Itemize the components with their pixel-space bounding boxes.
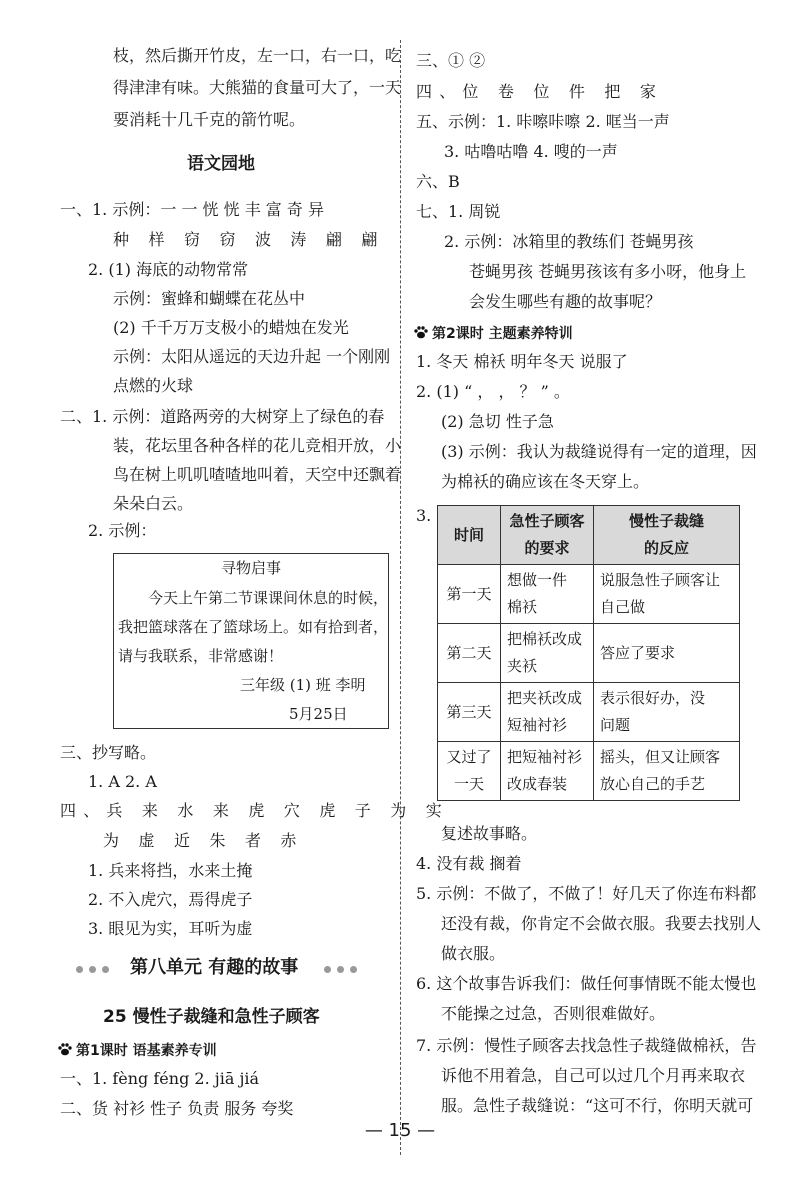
answer-line: 会发生哪些有趣的故事呢？	[469, 292, 662, 311]
answer-line: 5. 示例：不做了，不做了！好几天了你连布料都	[416, 884, 757, 903]
answer-line: 七、1. 周锐	[416, 202, 501, 221]
table-cell: 把棉袄改成 夹袄	[501, 624, 594, 683]
answer-line: 示例：太阳从遥远的天边升起 一个刚刚	[113, 347, 391, 366]
answer-line: 2. 示例：	[88, 521, 157, 540]
table-header-cell: 慢性子裁缝 的反应	[594, 506, 740, 565]
unit-title: 第八单元 有趣的故事	[130, 957, 299, 978]
answer-line: 朵朵白云。	[113, 494, 194, 513]
answer-line: 3.	[416, 506, 432, 525]
answer-line: 做衣服。	[441, 944, 506, 963]
answer-line: 一、1. 示例：一 一 恍 恍 丰 富 奇 异	[60, 200, 324, 219]
answer-line: 六、B	[416, 172, 460, 191]
answer-line: 4. 没有裁 搁着	[416, 854, 522, 873]
answer-line: 为棉袄的确应该在冬天穿上。	[441, 472, 650, 491]
notice-title: 寻物启事	[221, 559, 282, 577]
answer-line: 2. 示例：冰箱里的教练们 苍蝇男孩	[444, 232, 694, 251]
notice-body: 今天上午第二节课课间休息的时候，	[148, 589, 389, 607]
table-row	[438, 742, 740, 801]
answer-line: 三、① ②	[416, 51, 486, 70]
table-cell: 想做一件 棉袄	[501, 565, 594, 624]
notice-signature: 三年级 (1) 班 李明	[240, 676, 366, 694]
table-cell: 说服急性子顾客让 自己做	[594, 565, 740, 624]
notice-body: 请与我联系，非常感谢！	[118, 647, 284, 665]
table-header-cell: 时间	[438, 506, 501, 565]
answer-line: 四、位 卷 位 件 把 家	[416, 82, 664, 101]
answer-line: 装，花坛里各种各样的花儿竞相开放，小	[113, 436, 402, 455]
answer-line: 二、货 衬衫 性子 负责 服务 夸奖	[60, 1099, 294, 1118]
answer-line: 二、1. 示例：道路两旁的大树穿上了绿色的春	[60, 407, 385, 426]
lesson-label	[414, 323, 573, 345]
notice-box	[113, 553, 389, 729]
paw-icon	[58, 1043, 72, 1056]
table-cell: 第一天	[438, 565, 501, 624]
answer-line: 服。急性子裁缝说：“这可不行，你明天就可	[441, 1096, 754, 1115]
answer-line: 还没有裁，你肯定不会做衣服。我要去找别人	[441, 914, 762, 933]
answer-line: 一、1. fèng féng 2. jiā jiá	[60, 1069, 260, 1088]
answer-line: (2) 急切 性子急	[441, 412, 554, 431]
table-header-row	[438, 506, 740, 565]
table-cell: 第二天	[438, 624, 501, 683]
lesson-label	[58, 1040, 217, 1062]
table-row	[438, 624, 740, 683]
answer-line: 点燃的火球	[113, 376, 194, 395]
answer-line: 鸟在树上叽叽喳喳地叫着，天空中还飘着	[113, 465, 402, 484]
table-header-cell: 急性子顾客 的要求	[501, 506, 594, 565]
answer-line: 不能操之过急，否则很难做好。	[441, 1004, 666, 1023]
table-cell: 答应了要求	[594, 624, 740, 683]
answer-line: (3) 示例：我认为裁缝说得有一定的道理，因	[441, 442, 757, 461]
answer-line: 2. (1) “ ， ， ？ ” 。	[416, 382, 570, 401]
paw-icon	[414, 326, 428, 339]
answer-line: 7. 示例：慢性子顾客去找急性子裁缝做棉袄，告	[416, 1036, 757, 1055]
dots-decoration	[76, 966, 115, 973]
answer-line: 苍蝇男孩 苍蝇男孩该有多小呀，他身上	[469, 262, 747, 281]
lesson-label-text: 第2课时 主题素养特训	[432, 326, 573, 342]
table-cell: 摇头，但又让顾客 放心自己的手艺	[594, 742, 740, 801]
column-divider	[400, 40, 401, 1155]
answer-line: 2. (1) 海底的动物常常	[88, 260, 249, 279]
table-row	[438, 683, 740, 742]
table-cell: 把短袖衬衫 改成春装	[501, 742, 594, 801]
table-row	[438, 565, 740, 624]
answer-line: 示例：蜜蜂和蝴蝶在花丛中	[113, 289, 306, 308]
answer-line: 3. 眼见为实，耳听为虚	[88, 919, 253, 938]
unit-header	[76, 957, 366, 983]
answer-line: (2) 千千万万支极小的蜡烛在发光	[113, 318, 349, 337]
answer-line: 1. 兵来将挡，水来土掩	[88, 861, 253, 880]
answer-line: 6. 这个故事告诉我们：做任何事情既不能太慢也	[416, 974, 757, 993]
text-line: 得津津有味。大熊猫的食量可大了，一天	[113, 78, 402, 97]
answer-line: 四、兵 来 水 来 虎 穴 虎 子 为 实	[60, 801, 449, 820]
answer-line: 五、示例：1. 咔嚓咔嚓 2. 哐当一声	[416, 112, 670, 131]
notice-body: 我把篮球落在了篮球场上。如有拾到者，	[118, 618, 389, 636]
table-cell: 表示很好办，没 问题	[594, 683, 740, 742]
text-line: 枝，然后撕开竹皮，左一口，右一口，吃	[113, 46, 402, 65]
notice-date: 5月25日	[289, 705, 348, 723]
text-line: 要消耗十几千克的箭竹呢。	[113, 110, 306, 129]
answer-line: 种 样 窃 窃 波 涛 翩 翩	[113, 230, 385, 249]
answer-line: 三、抄写略。	[60, 743, 157, 762]
answer-line: 3. 咕噜咕噜 4. 嗖的一声	[444, 142, 618, 161]
page-number: — 15 —	[364, 1120, 436, 1141]
section-title: 语文园地	[187, 154, 255, 174]
answer-line: 复述故事略。	[441, 824, 538, 843]
dots-decoration	[324, 966, 363, 973]
lesson-label-text: 第1课时 语基素养专训	[76, 1043, 217, 1059]
table-cell: 把夹袄改成 短袖衬衫	[501, 683, 594, 742]
answer-line: 为 虚 近 朱 者 赤	[103, 831, 304, 850]
lesson-title: 25 慢性子裁缝和急性子顾客	[103, 1007, 320, 1027]
table-cell: 又过了 一天	[438, 742, 501, 801]
answer-line: 1. A 2. A	[88, 772, 157, 791]
table-cell: 第三天	[438, 683, 501, 742]
answer-line: 2. 不入虎穴，焉得虎子	[88, 890, 253, 909]
answer-line: 诉他不用着急，自己可以过几个月再来取衣	[441, 1066, 746, 1085]
story-table	[437, 505, 740, 801]
answer-line: 1. 冬天 棉袄 明年冬天 说服了	[416, 352, 628, 371]
